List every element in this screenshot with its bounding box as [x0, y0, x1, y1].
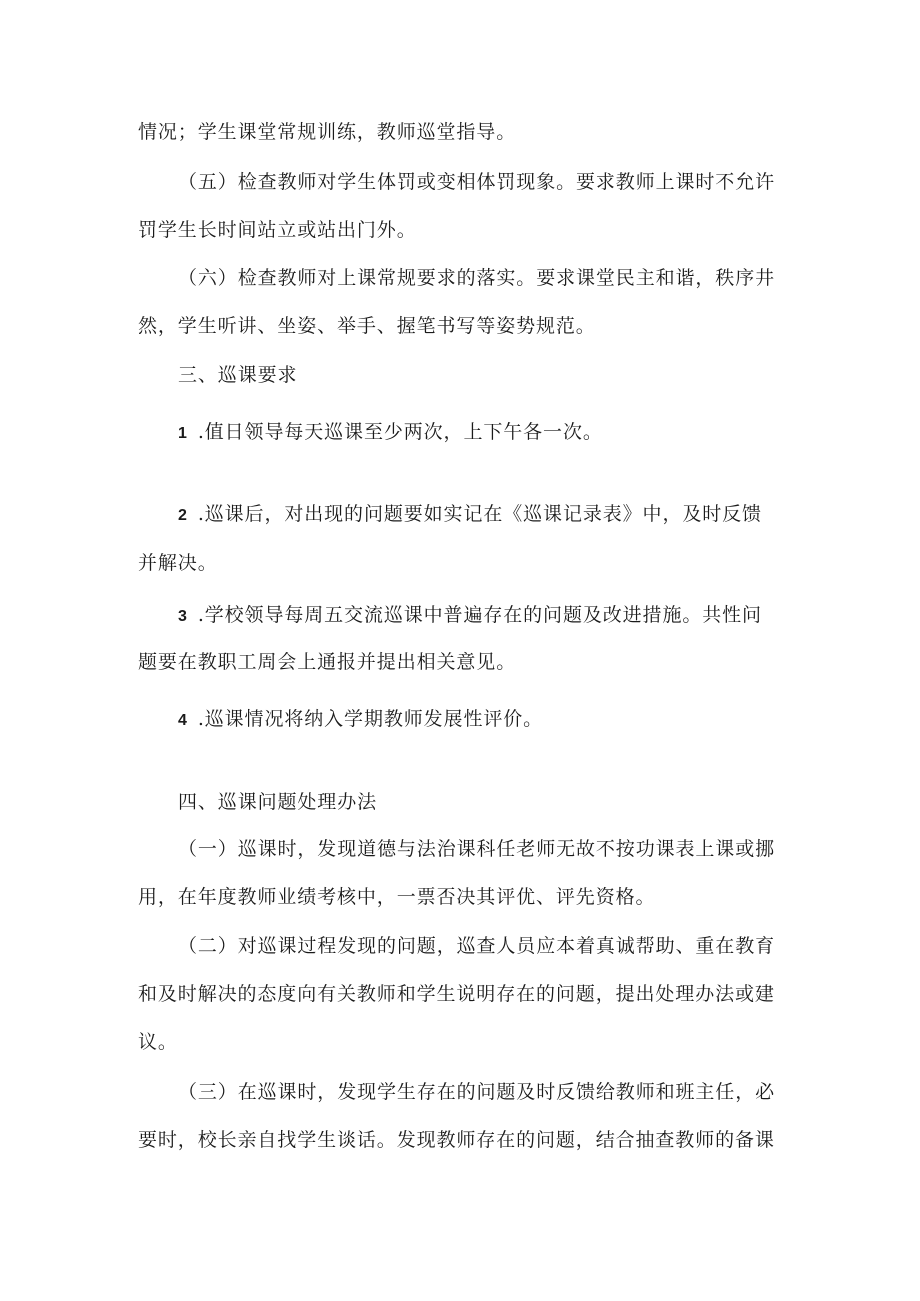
- item-number: 4: [178, 712, 188, 729]
- item-number: 1: [178, 425, 188, 442]
- paragraph-line: （五）检查教师对学生体罚或变相体罚现象。要求教师上课时不允许: [178, 171, 776, 193]
- item-number: 2: [178, 507, 188, 524]
- item-text: .巡课后，对出现的问题要如实记在《巡课记录表》中，及时反馈: [197, 503, 762, 525]
- paragraph-line: （一）巡课时，发现道德与法治课科任老师无故不按功课表上课或挪: [178, 838, 776, 860]
- numbered-item: [178, 420, 603, 446]
- paragraph-line: （三）在巡课时，发现学生存在的问题及时反馈给教师和班主任，必: [178, 1081, 776, 1103]
- numbered-item: [178, 603, 762, 629]
- section-heading: 三、巡课要求: [178, 364, 298, 386]
- paragraph-line: 要时，校长亲自找学生谈话。发现教师存在的问题，结合抽查教师的备课: [138, 1129, 775, 1151]
- numbered-item: [178, 707, 543, 733]
- item-number: 3: [178, 608, 188, 625]
- paragraph-line: 用，在年度教师业绩考核中，一票否决其评优、评先资格。: [138, 886, 656, 908]
- paragraph-line: 题要在教职工周会上通报并提出相关意见。: [138, 651, 517, 673]
- numbered-item: [178, 502, 762, 528]
- paragraph-line: 议。: [138, 1031, 178, 1053]
- item-text: .学校领导每周五交流巡课中普遍存在的问题及改进措施。共性问: [197, 604, 762, 626]
- paragraph-line: （二）对巡课过程发现的问题，巡查人员应本着真诚帮助、重在教育: [178, 935, 776, 957]
- section-heading: 四、巡课问题处理办法: [178, 791, 378, 813]
- paragraph-line: （六）检查教师对上课常规要求的落实。要求课堂民主和谐，秩序井: [178, 267, 776, 289]
- paragraph-line: 并解决。: [138, 552, 218, 574]
- paragraph-line: 情况；学生课堂常规训练，教师巡堂指导。: [138, 121, 517, 143]
- paragraph-line: 罚学生长时间站立或站出门外。: [138, 219, 417, 241]
- paragraph-line: 然，学生听讲、坐姿、举手、握笔书写等姿势规范。: [138, 315, 596, 337]
- item-text: .值日领导每天巡课至少两次，上下午各一次。: [197, 421, 603, 443]
- item-text: .巡课情况将纳入学期教师发展性评价。: [197, 708, 544, 730]
- paragraph-line: 和及时解决的态度向有关教师和学生说明存在的问题，提出处理办法或建: [138, 983, 775, 1005]
